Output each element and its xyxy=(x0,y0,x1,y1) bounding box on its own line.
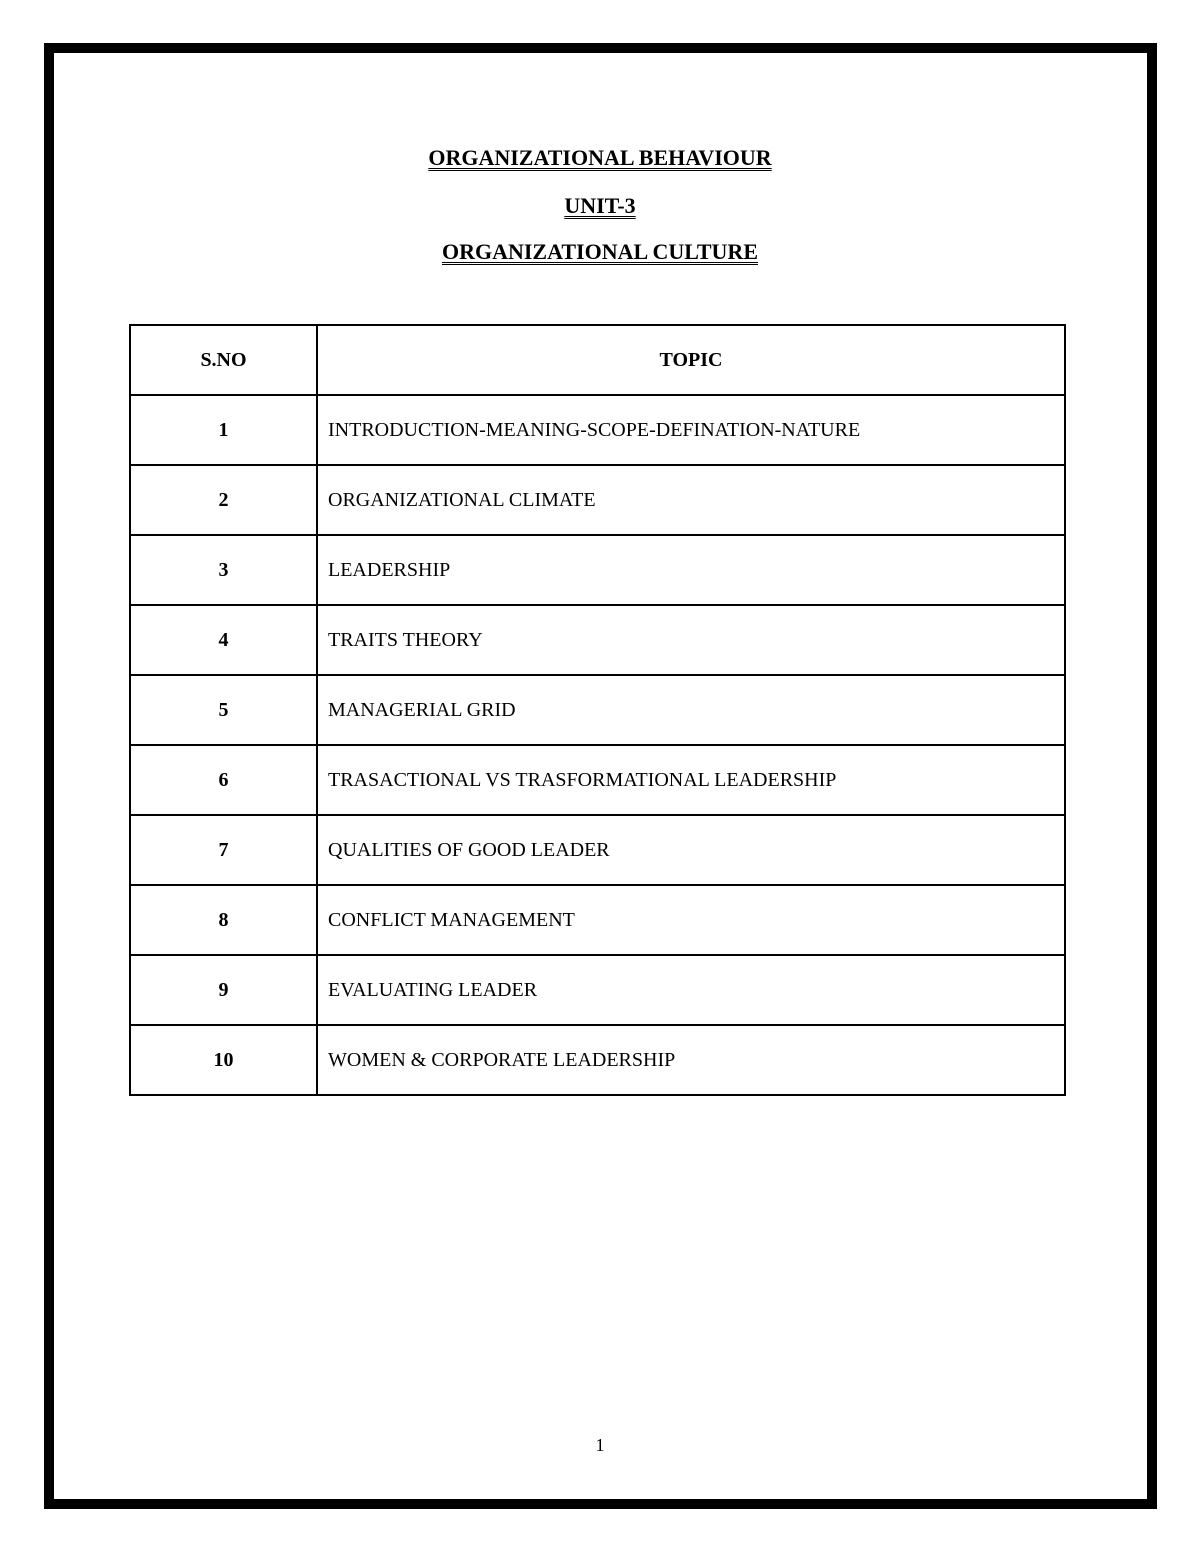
table-row xyxy=(130,1025,1065,1095)
row-sno: 6 xyxy=(130,745,317,815)
table-row xyxy=(130,815,1065,885)
table-header-row xyxy=(130,325,1065,395)
topics-table xyxy=(129,324,1066,1096)
row-topic: MANAGERIAL GRID xyxy=(317,675,1065,745)
column-header-topic: TOPIC xyxy=(317,325,1065,395)
row-topic: QUALITIES OF GOOD LEADER xyxy=(317,815,1065,885)
page-number: 1 xyxy=(595,1435,605,1455)
row-topic: ORGANIZATIONAL CLIMATE xyxy=(317,465,1065,535)
row-sno: 3 xyxy=(130,535,317,605)
row-topic: WOMEN & CORPORATE LEADERSHIP xyxy=(317,1025,1065,1095)
table-row xyxy=(130,675,1065,745)
row-topic: INTRODUCTION-MEANING-SCOPE-DEFINATION-NATURE xyxy=(317,395,1065,465)
row-topic: CONFLICT MANAGEMENT xyxy=(317,885,1065,955)
document-title-text: ORGANIZATIONAL BEHAVIOUR xyxy=(428,145,772,170)
table-row xyxy=(130,955,1065,1025)
row-topic: EVALUATING LEADER xyxy=(317,955,1065,1025)
row-sno: 4 xyxy=(130,605,317,675)
unit-subtitle-text: ORGANIZATIONAL CULTURE xyxy=(441,239,758,264)
document-title xyxy=(0,145,1200,171)
table-row xyxy=(130,885,1065,955)
unit-heading xyxy=(0,193,1200,219)
row-sno: 5 xyxy=(130,675,317,745)
table-row xyxy=(130,605,1065,675)
unit-subtitle xyxy=(0,239,1200,265)
row-sno: 9 xyxy=(130,955,317,1025)
row-sno: 7 xyxy=(130,815,317,885)
row-sno: 10 xyxy=(130,1025,317,1095)
row-sno: 1 xyxy=(130,395,317,465)
row-topic: LEADERSHIP xyxy=(317,535,1065,605)
table-row xyxy=(130,395,1065,465)
row-sno: 2 xyxy=(130,465,317,535)
table-row xyxy=(130,745,1065,815)
row-sno: 8 xyxy=(130,885,317,955)
unit-heading-text: UNIT-3 xyxy=(564,193,636,218)
row-topic: TRASACTIONAL VS TRASFORMATIONAL LEADERSHIP xyxy=(317,745,1065,815)
row-topic: TRAITS THEORY xyxy=(317,605,1065,675)
table-row xyxy=(130,535,1065,605)
column-header-sno: S.NO xyxy=(130,325,317,395)
table-row xyxy=(130,465,1065,535)
